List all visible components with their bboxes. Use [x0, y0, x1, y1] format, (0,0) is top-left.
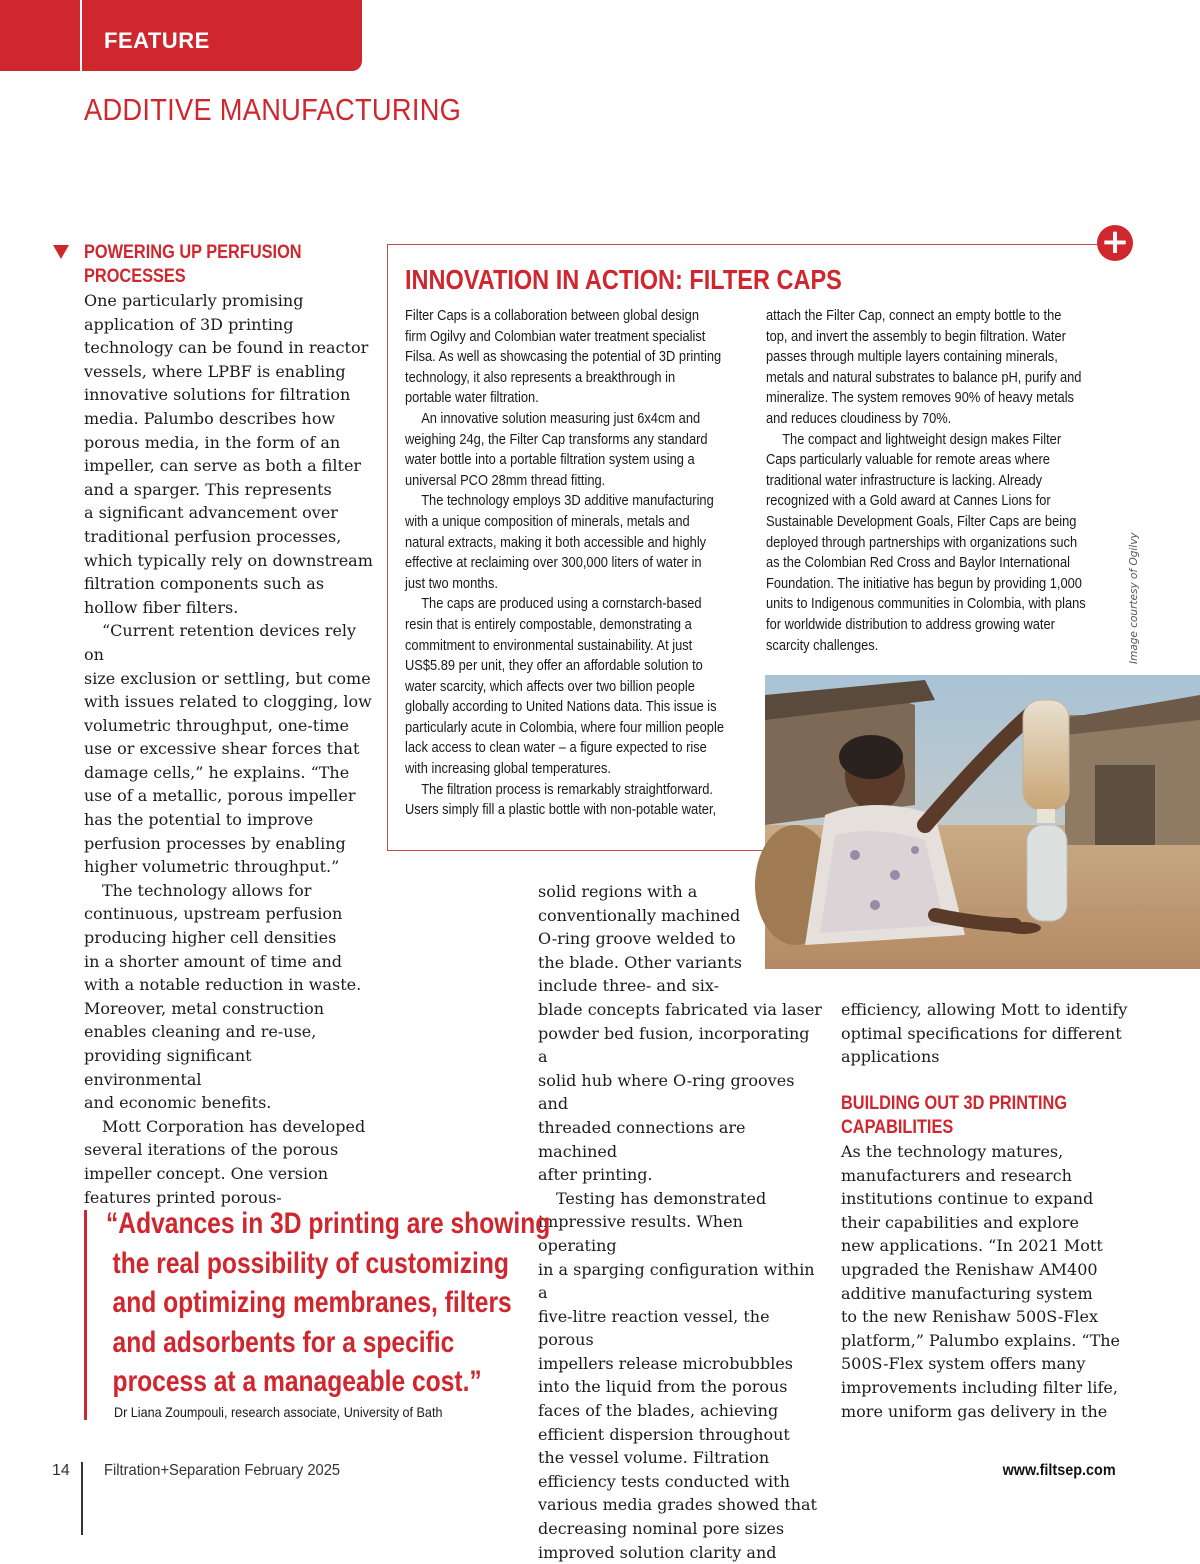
box-top-rule — [388, 243, 1101, 247]
text-line: 500S-Flex system offers many — [841, 1354, 1086, 1374]
text-line: The compact and lightweight design makes Filter — [782, 431, 1062, 448]
text-line: threaded connections are machined — [538, 1117, 746, 1161]
col2-body — [538, 880, 823, 1564]
text-line: five-litre reaction vessel, the porous — [538, 1306, 770, 1350]
text-line: optimal specifications for different — [841, 1023, 1122, 1043]
text-line: particularly acute in Colombia, where four million people — [405, 719, 724, 736]
quote-line: process at a manageable cost.” — [112, 1365, 482, 1398]
text-line: attach the Filter Cap, connect an empty bottle to the — [766, 308, 1062, 324]
text-line: enables cleaning and re-use, — [84, 1022, 317, 1042]
text-line: Moreover, metal construction — [84, 998, 325, 1018]
text-line: and economic benefits. — [84, 1093, 272, 1113]
footer-divider — [81, 1462, 83, 1535]
text-line: Users simply fill a plastic bottle with non-potable water, — [405, 802, 717, 819]
text-line: media. Palumbo describes how — [84, 408, 336, 428]
text-line: in a sparging configuration within a — [538, 1259, 815, 1303]
text-line: recognized with a Gold award at Cannes Lions for — [766, 493, 1051, 510]
text-line: in a shorter amount of time and — [84, 951, 343, 971]
text-line: has the potential to improve — [84, 810, 314, 830]
page-number: 14 — [52, 1462, 70, 1479]
text-line: The technology allows for — [102, 880, 312, 900]
text-line: solid regions with a — [538, 882, 698, 901]
quote-line: “Advances in 3D printing are showing — [106, 1207, 551, 1240]
text-line: The technology employs 3D additive manufacturing — [421, 493, 714, 510]
text-line: units to Indigenous communities in Colombia, with plans — [766, 596, 1086, 613]
text-line: vessels, where LPBF is enabling — [84, 361, 346, 381]
text-line: with issues related to clogging, low — [84, 692, 372, 712]
feature-label: FEATURE — [104, 28, 210, 53]
text-line: as the Colombian Red Cross and Baylor International — [766, 555, 1070, 572]
feature-tab — [0, 0, 362, 71]
text-line: Mott Corporation has developed — [102, 1116, 366, 1136]
text-line: scarcity challenges. — [766, 637, 879, 654]
text-line: innovative solutions for filtration — [84, 385, 351, 405]
section-title: ADDITIVE MANUFACTURING — [84, 92, 462, 127]
tab-divider — [80, 0, 82, 71]
text-line: decreasing nominal pore sizes — [538, 1519, 785, 1539]
text-line: hollow fiber filters. — [84, 597, 239, 617]
text-line: water bottle into a portable filtration system using a — [405, 452, 695, 469]
text-line: producing higher cell densities — [84, 928, 337, 948]
text-line: conventionally machined — [538, 905, 741, 925]
text-line: new applications. “In 2021 Mott — [841, 1236, 1103, 1256]
box-left-column — [405, 306, 738, 821]
text-line: features printed porous- — [84, 1187, 282, 1207]
text-line: The caps are produced using a cornstarch-based — [421, 596, 702, 613]
text-line: impressive results. When operating — [538, 1212, 743, 1255]
text-line: impeller concept. One version — [84, 1163, 329, 1183]
publication-name: Filtration+Separation February 2025 — [104, 1462, 341, 1479]
plus-circle-icon[interactable]: + — [1097, 225, 1133, 261]
text-line: damage cells,” he explains. “The — [84, 762, 350, 782]
text-line: technology, it also represents a breakthrough in — [405, 369, 676, 386]
text-line: weighing 24g, the Filter Cap transforms any standard — [405, 431, 708, 448]
text-line: An innovative solution measuring just 6x4cm and — [421, 410, 701, 427]
text-line: after printing. — [538, 1165, 653, 1185]
filter-cap-photo — [765, 675, 1200, 969]
text-line: a significant advancement over — [84, 503, 338, 523]
col3-subhead-line: BUILDING OUT 3D PRINTING — [841, 1093, 1068, 1114]
text-line: continuous, upstream perfusion — [84, 904, 343, 924]
text-line: applications — [841, 1047, 940, 1067]
text-line: firm Ogilvy and Colombian water treatment specialist — [405, 328, 706, 345]
text-line: application of 3D printing — [84, 314, 294, 334]
text-line: Testing has demonstrated — [556, 1188, 767, 1208]
text-line: technology can be found in reactor — [84, 338, 369, 358]
text-line: for worldwide distribution to address growing water — [766, 616, 1055, 633]
text-line: various media grades showed that — [538, 1495, 817, 1515]
text-line: filtration components such as — [84, 574, 325, 594]
text-line: more uniform gas delivery in the — [841, 1401, 1108, 1421]
text-line: improvements including filter life, — [841, 1377, 1118, 1397]
text-line: the blade. Other variants — [538, 952, 742, 972]
text-line: which typically rely on downstream — [84, 550, 373, 570]
col3-subhead-line: CAPABILITIES — [841, 1117, 954, 1138]
text-line: include three- and six- — [538, 976, 720, 996]
text-line: Filsa. As well as showcasing the potential of 3D printing — [405, 349, 722, 366]
text-line: lack access to clean water – a figure expected to rise — [405, 740, 707, 757]
text-line: into the liquid from the porous — [538, 1377, 788, 1397]
text-line: additive manufacturing system — [841, 1283, 1093, 1303]
text-line: powder bed fusion, incorporating a — [538, 1023, 810, 1067]
text-line: The filtration process is remarkably straightforward. — [421, 781, 713, 798]
text-line: traditional perfusion processes, — [84, 526, 342, 546]
text-line: manufacturers and research — [841, 1165, 1072, 1185]
text-line: to the new Renishaw 500S-Flex — [841, 1307, 1098, 1327]
text-line: their capabilities and explore — [841, 1212, 1080, 1232]
col1-subhead-line: POWERING UP PERFUSION — [84, 242, 302, 263]
image-credit: Image courtesy of Ogilvy — [1128, 532, 1140, 664]
col3-body-bottom — [841, 1140, 1131, 1423]
quote-line: and adsorbents for a specific — [112, 1325, 455, 1359]
col1-body — [84, 289, 374, 1209]
triangle-down-icon — [53, 245, 69, 259]
text-line: upgraded the Renishaw AM400 — [841, 1259, 1098, 1279]
text-line: impellers release microbubbles — [538, 1353, 794, 1373]
text-line: resin that is entirely compostable, demonstrating a — [405, 616, 692, 633]
text-line: porous media, in the form of an — [84, 432, 341, 452]
quote-line: the real possibility of customizing — [112, 1246, 509, 1280]
text-line: passes through multiple layers containing minerals, — [766, 349, 1058, 366]
text-line: and reduces cloudiness by 70%. — [766, 410, 952, 427]
text-line: providing significant environmental — [84, 1046, 252, 1089]
text-line: globally according to United Nations data. This issue is — [405, 699, 717, 716]
text-line: perfusion processes by enabling — [84, 833, 346, 853]
text-line: use of a metallic, porous impeller — [84, 786, 356, 806]
box-right-column — [766, 306, 1099, 656]
website-link[interactable]: www.filtsep.com — [1002, 1462, 1116, 1479]
text-line: and a sparger. This represents — [84, 479, 332, 499]
photo-illustration — [765, 675, 1200, 969]
text-line: solid hub where O-ring grooves and — [538, 1070, 795, 1114]
text-line: natural extracts, making it both accessible and highly — [405, 534, 707, 551]
text-line: portable water filtration. — [405, 390, 539, 407]
pull-quote — [106, 1204, 550, 1402]
box-title: INNOVATION IN ACTION: FILTER CAPS — [405, 264, 842, 295]
text-line: with increasing global temperatures. — [405, 761, 611, 778]
text-line: “Current retention devices rely on — [84, 621, 357, 664]
text-line: several iterations of the porous — [84, 1140, 339, 1160]
text-line: traditional water infrastructure is lacking. Already — [766, 472, 1043, 489]
text-line: One particularly promising — [84, 291, 304, 310]
text-line: use or excessive shear forces that — [84, 739, 360, 759]
text-line: mineralize. The system removes 90% of heavy metals — [766, 390, 1074, 407]
text-line: faces of the blades, achieving — [538, 1401, 779, 1421]
text-line: top, and invert the assembly to begin filtration. Water — [766, 328, 1066, 345]
text-line: blade concepts fabricated via laser — [538, 999, 822, 1019]
text-line: just two months. — [405, 575, 498, 592]
text-line: Foundation. The initiative has begun by providing 1,000 — [766, 575, 1082, 592]
text-line: with a unique composition of minerals, metals and — [405, 513, 690, 530]
col3-subhead — [841, 1092, 1067, 1140]
quote-line: and optimizing membranes, filters — [112, 1286, 512, 1319]
text-line: higher volumetric throughput.” — [84, 857, 340, 877]
text-line: with a notable reduction in waste. — [84, 975, 362, 995]
text-line: volumetric throughput, one-time — [84, 715, 349, 735]
text-line: universal PCO 28mm thread fitting. — [405, 472, 606, 489]
text-line: the vessel volume. Filtration — [538, 1448, 770, 1468]
text-line: efficiency, allowing Mott to identify — [841, 1000, 1128, 1019]
text-line: Sustainable Development Goals, Filter Caps are being — [766, 513, 1077, 530]
quote-attribution: Dr Liana Zoumpouli, research associate, University of Bath — [114, 1404, 443, 1420]
text-line: O-ring groove welded to — [538, 929, 736, 949]
text-line: deployed through partnerships with organizations such — [766, 534, 1078, 551]
text-line: water scarcity, which affects over two billion people — [405, 678, 695, 695]
text-line: improved solution clarity and — [538, 1542, 777, 1562]
text-line: efficient dispersion throughout — [538, 1424, 790, 1444]
col1-subhead — [84, 241, 302, 289]
text-line: Caps particularly valuable for remote areas where — [766, 452, 1050, 469]
text-line: commitment to environmental sustainability. At just — [405, 637, 693, 654]
text-line: metals and natural substrates to balance pH, purify and — [766, 369, 1082, 386]
text-line: platform,” Palumbo explains. “The — [841, 1330, 1121, 1350]
text-line: efficiency tests conducted with — [538, 1471, 790, 1491]
text-line: As the technology matures, — [841, 1142, 1064, 1161]
text-line: institutions continue to expand — [841, 1189, 1094, 1209]
text-line: impeller, can serve as both a filter — [84, 456, 362, 476]
quote-bar — [84, 1210, 87, 1420]
text-line: size exclusion or settling, but come — [84, 668, 371, 688]
text-line: Filter Caps is a collaboration between global design — [405, 308, 699, 324]
col3-body-top — [841, 998, 1131, 1069]
col1-subhead-line: PROCESSES — [84, 266, 186, 287]
text-line: US$5.89 per unit, they offer an affordable solution to — [405, 658, 703, 675]
text-line: effective at reclaiming over 300,000 liters of water in — [405, 555, 702, 572]
